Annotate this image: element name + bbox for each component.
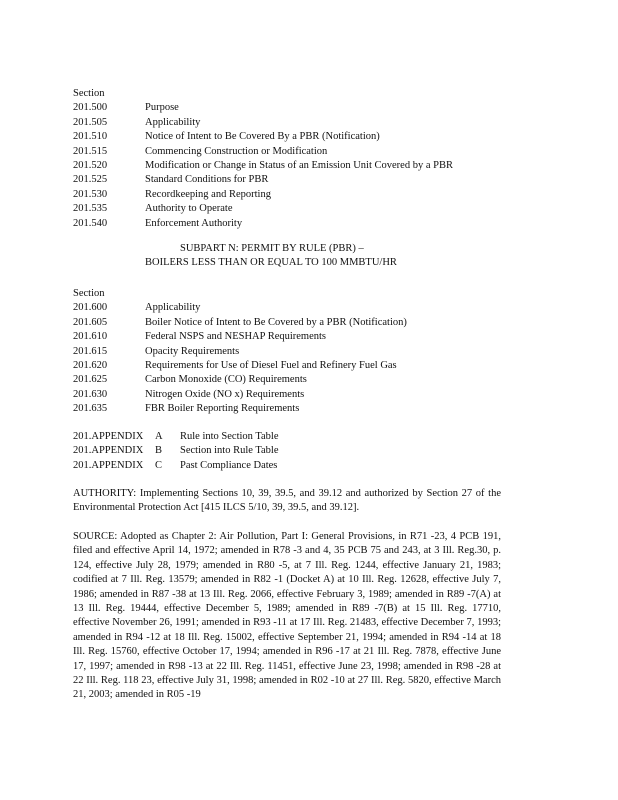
- toc-row: [73, 130, 380, 144]
- section-title: Boiler Notice of Intent to Be Covered by a PBR (Notification): [145, 316, 407, 328]
- section-title: Applicability: [145, 116, 201, 128]
- toc-row: [73, 388, 305, 402]
- section-title: Purpose: [145, 102, 179, 114]
- source-note: [73, 530, 501, 703]
- section-title: Recordkeeping and Reporting: [145, 188, 271, 200]
- section-number: 201.610: [73, 331, 108, 343]
- toc-row: [73, 101, 179, 115]
- section-number: 201.605: [73, 316, 108, 328]
- section-title: Authority to Operate: [145, 203, 233, 215]
- section-title: Commencing Construction or Modification: [145, 145, 328, 157]
- section-number: 201.530: [73, 188, 108, 200]
- section-title: Standard Conditions for PBR: [145, 174, 269, 186]
- appendix-number: 201.APPENDIX: [73, 445, 144, 457]
- section-list-subpart-m: [73, 87, 453, 231]
- section-title: Federal NSPS and NESHAP Requirements: [145, 331, 327, 343]
- appendix-letter: B: [155, 445, 163, 457]
- toc-row: [73, 116, 201, 130]
- section-title: Notice of Intent to Be Covered By a PBR (Notification): [145, 131, 380, 143]
- appendix-title: Rule into Section Table: [180, 431, 279, 442]
- section-number: 201.525: [73, 174, 108, 186]
- toc-row: [73, 316, 407, 330]
- section-number: 201.515: [73, 145, 108, 157]
- section-number: 201.600: [73, 302, 108, 314]
- toc-row: [73, 202, 233, 216]
- subpart-title-line-1: SUBPART N: PERMIT BY RULE (PBR) –: [180, 243, 364, 254]
- toc-row: [73, 217, 243, 231]
- appendix-letter: A: [155, 431, 163, 442]
- section-number: 201.520: [73, 159, 108, 171]
- toc-row: [73, 145, 328, 159]
- appendix-title: Past Compliance Dates: [180, 459, 278, 471]
- toc-row: [73, 188, 271, 202]
- appendix-number: 201.APPENDIX: [73, 431, 144, 442]
- section-number: 201.500: [73, 102, 108, 114]
- section-number: 201.510: [73, 131, 108, 143]
- section-title: Requirements for Use of Diesel Fuel and Refinery Fuel Gas: [145, 359, 397, 371]
- appendix-title: Section into Rule Table: [180, 445, 279, 457]
- section-number: 201.630: [73, 388, 108, 400]
- toc-row: [73, 402, 300, 416]
- toc-row: [73, 159, 453, 173]
- section-number: 201.615: [73, 345, 108, 357]
- subpart-heading: [73, 242, 513, 271]
- section-title: Modification or Change in Status of an Emission Unit Covered by a PBR: [145, 159, 453, 171]
- section-heading: Section: [73, 288, 105, 299]
- section-number: 201.535: [73, 203, 108, 215]
- section-title: FBR Boiler Reporting Requirements: [145, 403, 300, 415]
- toc-row: [73, 373, 307, 387]
- section-title: Enforcement Authority: [145, 217, 243, 229]
- section-title: Opacity Requirements: [145, 345, 240, 357]
- toc-row: [73, 330, 327, 344]
- section-number: 201.625: [73, 374, 108, 386]
- section-number: 201.635: [73, 403, 108, 415]
- section-number: 201.505: [73, 116, 108, 128]
- section-title: Nitrogen Oxide (NO x) Requirements: [145, 388, 305, 400]
- subpart-title-line-2: BOILERS LESS THAN OR EQUAL TO 100 MMBTU/HR: [145, 257, 397, 269]
- section-list-subpart-n: [73, 287, 407, 417]
- source-text: SOURCE: Adopted as Chapter 2: Air Pollution, Part I: General Provisions, in R71 -23, 4 PCB 191, filed and effective April 14, 1972; amended in R78 -3 and 4, 35 PCB 75 and 243, at 3 Ill. Reg.30, p. 124, effective July 28, 1979; amended in R80 -5, at 7 Ill. Reg. 1244, effective January 21, 1983; codified at 7 Ill. Reg. 13579; amended in R82 -1 (Docket A) at 10 Ill. Reg. 12628, effective July 7, 1986; amended in R87 -38 at 13 Ill. Reg. 2066, effective February 3, 1989; amended in R89 -7(A) at 13 Ill. Reg. 19444, effective December 5, 1989; amended in R89 -7(B) at 15 Ill. Reg. 17710, effective November 26, 1991; amended in R93 -11 at 17 Ill. Reg. 21483, effective December 7, 1993; amended in R94 -12 at 18 Ill. Reg. 15002, effective September 21, 1994; amended in R94 -14 at 18 Ill. Reg. 15760, effective October 17, 1994; amended in R96 -17 at 21 Ill. Reg. 7878, effective June 17, 1997; amended in R98 -13 at 22 Ill. Reg. 11451, effective June 23, 1998; amended in R98 -28 at 22 Ill. Reg. 118 23, effective July 31, 1998; amended in R02 -10 at 27 Ill. Reg. 5820, effective March 21, 2003; amended in R05 -19: [73, 531, 501, 701]
- section-heading: Section: [73, 88, 105, 99]
- section-number: 201.540: [73, 217, 108, 229]
- section-number: 201.620: [73, 359, 108, 371]
- section-title: Carbon Monoxide (CO) Requirements: [145, 374, 307, 386]
- authority-note: [73, 487, 501, 516]
- authority-text: AUTHORITY: Implementing Sections 10, 39, 39.5, and 39.12 and authorized by Section 27 of the Environmental Protection Act [415 ILCS 5/10, 39, 39.5, and 39.12].: [73, 488, 501, 514]
- toc-row: [73, 359, 397, 373]
- appendix-number: 201.APPENDIX: [73, 459, 144, 471]
- toc-row: [73, 173, 269, 187]
- toc-row: [73, 345, 240, 359]
- appendix-letter: C: [155, 459, 163, 471]
- section-title: Applicability: [145, 302, 201, 314]
- toc-row: [73, 301, 201, 315]
